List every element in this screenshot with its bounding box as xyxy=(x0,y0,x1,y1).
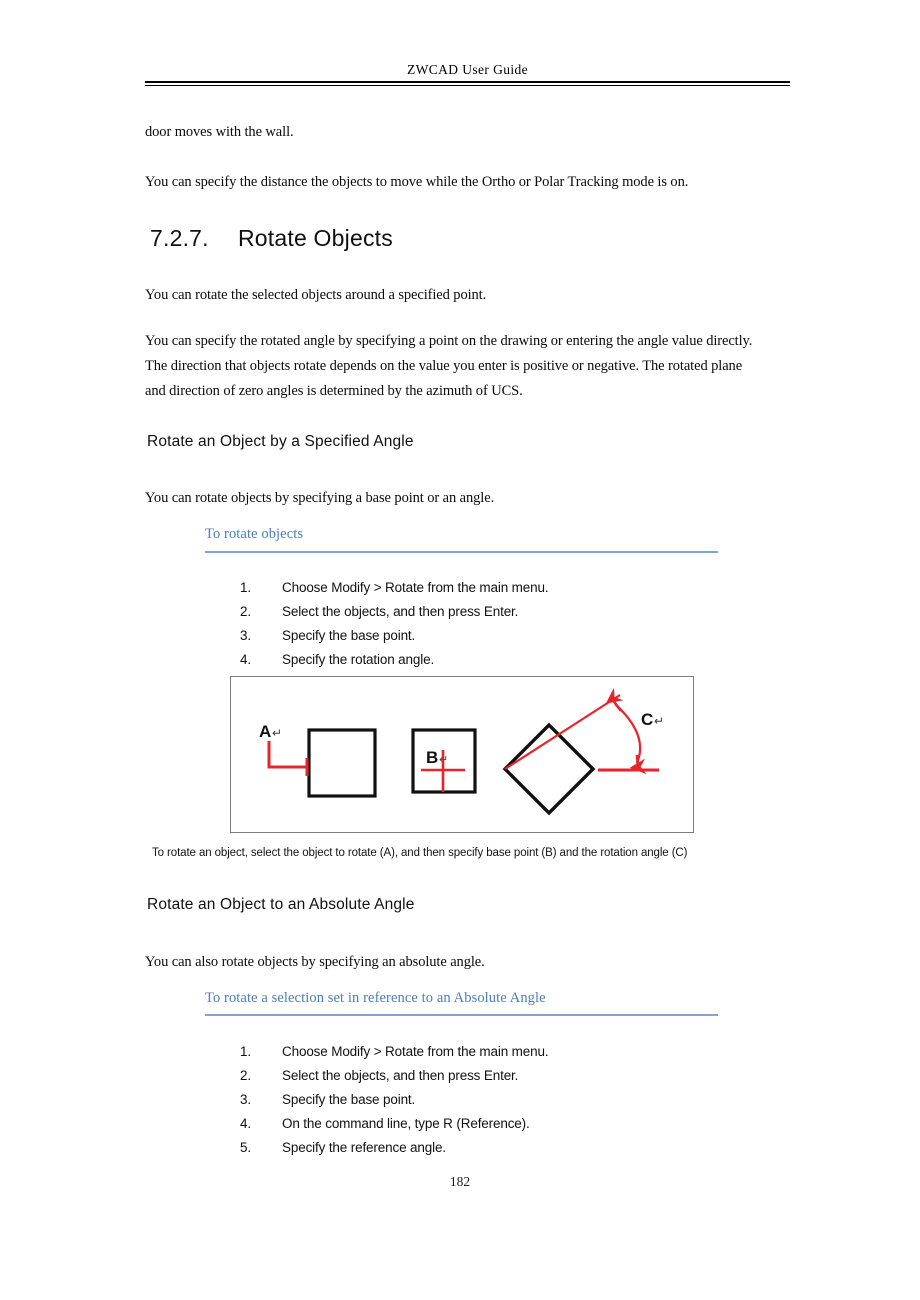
step-number: 4. xyxy=(240,652,251,667)
subsection-2-paragraph: You can also rotate objects by specifying an absolute angle. xyxy=(145,954,485,970)
rotate-figure xyxy=(230,676,694,833)
step-number: 3. xyxy=(240,1092,251,1107)
procedure-1-steps xyxy=(240,577,548,673)
list-item xyxy=(240,625,548,649)
section-paragraph-2-line-2: The direction that objects rotate depends on the value you enter is positive or negative. The rotated plane xyxy=(145,358,743,374)
procedure-2-steps xyxy=(240,1041,548,1161)
figure-square-original xyxy=(309,730,375,796)
step-text: On the command line, type R (Reference). xyxy=(282,1116,530,1131)
step-text: Select the objects, and then press Enter. xyxy=(282,604,519,619)
header-rule-thick xyxy=(145,81,790,83)
step-text: Select the objects, and then press Enter. xyxy=(282,1068,519,1083)
section-title: Rotate Objects xyxy=(238,225,393,251)
section-heading xyxy=(150,225,393,252)
step-text: Choose Modify > Rotate from the main menu. xyxy=(282,580,549,595)
running-header xyxy=(145,62,790,78)
list-item xyxy=(240,601,548,625)
list-item xyxy=(240,577,548,601)
subsection-2-heading: Rotate an Object to an Absolute Angle xyxy=(147,896,415,913)
figure-angle-arrowhead-top xyxy=(612,699,621,711)
figure-leader-a xyxy=(269,741,307,767)
step-text: Specify the base point. xyxy=(282,628,416,643)
step-text: Choose Modify > Rotate from the main menu. xyxy=(282,1044,549,1059)
procedure-1-title: To rotate objects xyxy=(205,526,304,542)
list-item xyxy=(240,1113,548,1137)
figure-label-c: C xyxy=(641,710,654,729)
intro-line: door moves with the wall. xyxy=(145,124,294,140)
step-text: Specify the reference angle. xyxy=(282,1140,446,1155)
rotate-figure-graphic xyxy=(231,677,693,832)
figure-label-c-return-icon: ↵ xyxy=(654,714,665,728)
step-number: 4. xyxy=(240,1116,251,1131)
step-text: Specify the rotation angle. xyxy=(282,652,435,667)
header-title: ZWCAD User Guide xyxy=(406,62,529,77)
step-number: 1. xyxy=(240,1044,251,1059)
step-number: 3. xyxy=(240,628,251,643)
step-text: Specify the base point. xyxy=(282,1092,416,1107)
step-number: 5. xyxy=(240,1140,251,1155)
figure-angle-arrowhead-bottom xyxy=(637,755,638,767)
step-number: 2. xyxy=(240,1068,251,1083)
step-number: 2. xyxy=(240,604,251,619)
subsection-1-heading: Rotate an Object by a Specified Angle xyxy=(147,433,414,450)
figure-label-a: A xyxy=(259,722,272,741)
list-item xyxy=(240,1137,548,1161)
section-paragraph-2-line-1: You can specify the rotated angle by specifying a point on the drawing or entering the angle value directly. xyxy=(145,333,753,349)
procedure-2-title: To rotate a selection set in reference to an Absolute Angle xyxy=(205,990,546,1006)
list-item xyxy=(240,1065,548,1089)
figure-caption: To rotate an object, select the object to rotate (A), and then specify base point (B) and the rotation angle (C) xyxy=(152,847,688,859)
figure-label-b-return-icon: ↵ xyxy=(439,754,449,766)
header-rule-thin xyxy=(145,85,790,86)
list-item xyxy=(240,1041,548,1065)
figure-square-rotated xyxy=(505,725,593,813)
figure-label-b: B xyxy=(426,748,439,767)
intro-paragraph: You can specify the distance the objects to move while the Ortho or Polar Tracking mode is on. xyxy=(145,174,689,190)
procedure-2-rule xyxy=(205,1014,718,1016)
figure-label-a-return-icon: ↵ xyxy=(272,726,283,740)
page-number: 182 xyxy=(449,1174,471,1189)
section-paragraph-1: You can rotate the selected objects around a specified point. xyxy=(145,287,487,303)
step-number: 1. xyxy=(240,580,251,595)
section-paragraph-2-line-3: and direction of zero angles is determined by the azimuth of UCS. xyxy=(145,383,523,399)
list-item xyxy=(240,1089,548,1113)
subsection-1-paragraph: You can rotate objects by specifying a base point or an angle. xyxy=(145,490,495,506)
section-number: 7.2.7. xyxy=(150,225,209,251)
procedure-1-rule xyxy=(205,551,718,553)
list-item xyxy=(240,649,548,673)
figure-angle-arc xyxy=(615,704,640,763)
